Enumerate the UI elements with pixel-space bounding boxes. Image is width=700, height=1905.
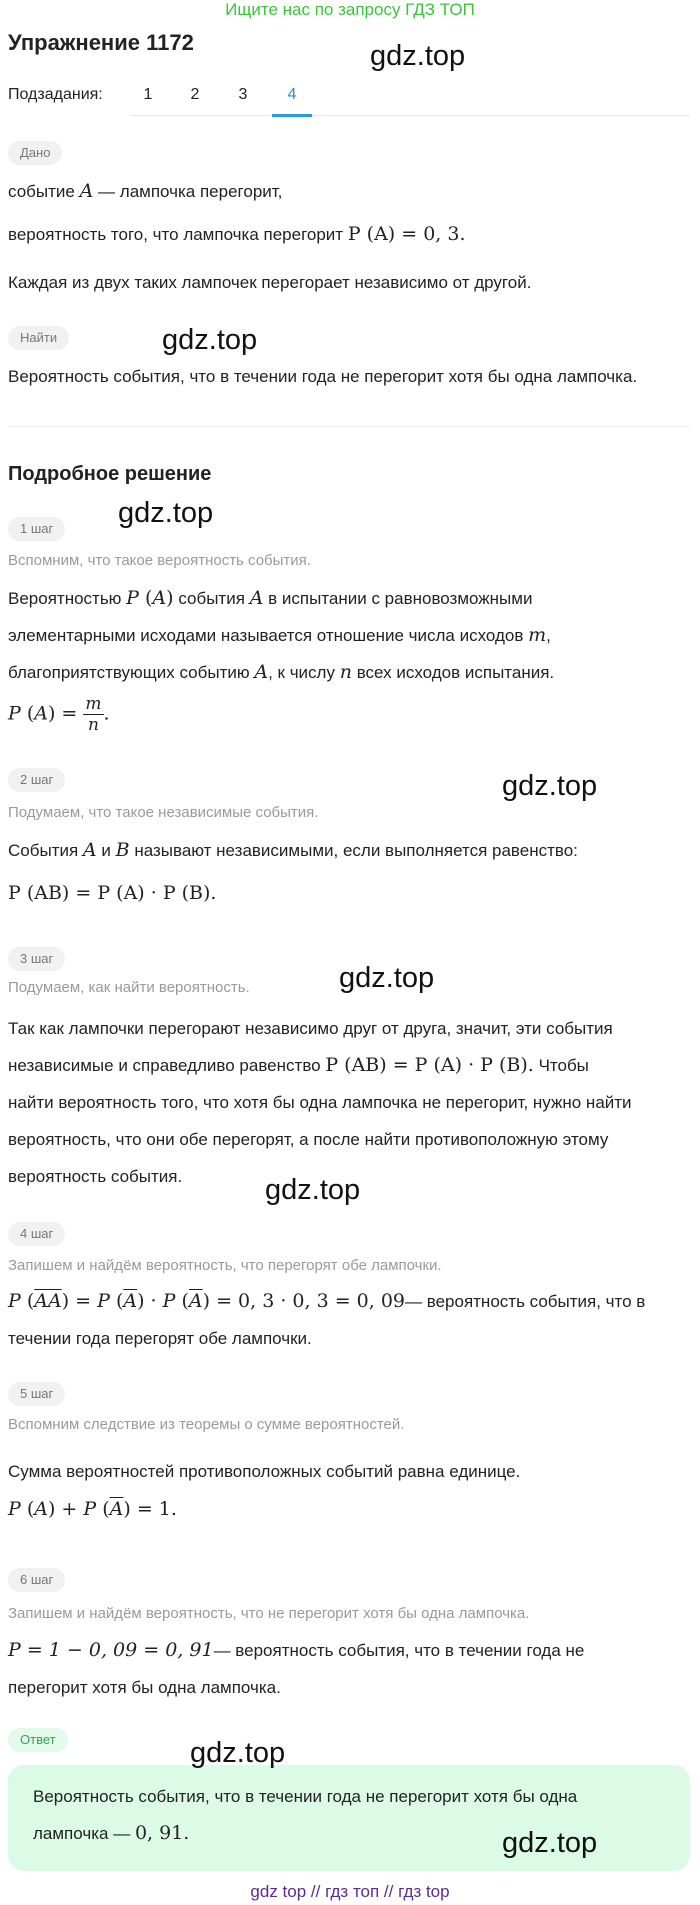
answer-value: 0, 91.: [134, 1822, 190, 1844]
tab-subtask-1[interactable]: 1: [143, 86, 153, 103]
step-text: Вероятностью P (A) события A в испытании с равновозможными элементарными исходами называется отношение числа исходов m, благоприятствующих событию A, к числу n всех исходов испытания.: [8, 587, 555, 683]
watermark: gdz.top: [502, 770, 598, 802]
math-formula: P = 1 − 0, 09 = 0, 91: [8, 1639, 214, 1661]
subtasks-label: Подзадания:: [8, 86, 103, 103]
step-badge: 1 шаг: [8, 517, 65, 541]
step-hint: Вспомним, что такое вероятность события.: [8, 552, 311, 569]
step-badge: 6 шаг: [8, 1568, 65, 1592]
given-badge: Дано: [8, 141, 62, 165]
math-var: A: [79, 180, 94, 202]
text: в испытании с равновозможными: [268, 589, 533, 608]
tabs-divider: [130, 115, 690, 116]
find-text: Вероятность события, что в течении года не перегорит хотя бы одна лампочка.: [8, 367, 638, 386]
text: вероятность, что они обе перегорят, а после найти противоположную этому: [8, 1130, 609, 1149]
text: элементарными исходами называется отношение числа исходов: [8, 626, 524, 645]
footer-links[interactable]: gdz top // гдз топ // гдз top: [250, 1882, 450, 1901]
text: События: [8, 841, 79, 860]
text: Чтобы: [538, 1056, 589, 1075]
text: — лампочка перегорит,: [98, 182, 283, 201]
math-formula: P (A) = 0, 3.: [347, 223, 466, 245]
step-text: P $(\overline{AA}) = P$ $(\overline{A}) \cdot P$ $(\overline{A}) = 0$, 3 · 0, 3 = 0, 09— вероятность события, что в течении года перегорят обе лампочки.: [8, 1290, 646, 1348]
text: течении года перегорят обе лампочки.: [8, 1329, 312, 1348]
text: перегорит хотя бы одна лампочка.: [8, 1678, 281, 1697]
page-title: Упражнение 1172: [8, 30, 194, 55]
math-formula: = 0, 3 · 0, 3 = 0, 09: [216, 1290, 406, 1312]
step-text: [8, 1010, 693, 1195]
given-line-1: [8, 173, 693, 210]
step-hint: Запишем и найдём вероятность, что не перегорит хотя бы одна лампочка.: [8, 1605, 530, 1622]
step-badge: 4 шаг: [8, 1222, 65, 1246]
text: , к числу: [268, 663, 335, 682]
text: называют независимыми, если выполняется равенство:: [134, 841, 578, 860]
text: вероятность события.: [8, 1167, 183, 1186]
find-badge: Найти: [8, 326, 69, 350]
text: всех исходов испытания.: [356, 663, 555, 682]
fraction-numerator: m: [85, 694, 102, 714]
watermark: gdz.top: [370, 40, 466, 72]
search-banner: Ищите нас по запросу ГДЗ ТОП: [225, 0, 475, 19]
step-formula: P (A) = $\frac{m}{n}$ .: [8, 694, 110, 735]
divider: [8, 426, 690, 427]
text: найти вероятность того, что хотя бы одна лампочка не перегорит, нужно найти: [8, 1093, 632, 1112]
fraction-denominator: n: [87, 715, 99, 735]
step-hint: Вспомним следствие из теоремы о сумме вероятностей.: [8, 1416, 405, 1433]
text: благоприятствующих событию: [8, 663, 250, 682]
given-line-2: [8, 216, 693, 253]
given-line-3: Каждая из двух таких лампочек перегорает независимо от другой.: [8, 273, 532, 292]
step-badge: 2 шаг: [8, 768, 65, 792]
text: — вероятность события, что в течении года не: [213, 1641, 585, 1660]
tab-subtask-3[interactable]: 3: [238, 86, 248, 103]
tab-subtask-2[interactable]: 2: [190, 86, 200, 103]
step-formula: P (A) + P $(\overline{A}) = 1$.: [8, 1498, 177, 1520]
text: Вероятностью: [8, 589, 122, 608]
text: независимые и справедливо равенство: [8, 1056, 321, 1075]
step-badge: 5 шаг: [8, 1382, 65, 1406]
answer-badge: Ответ: [8, 1728, 68, 1752]
solution-heading: Подробное решение: [8, 463, 212, 485]
text: событие: [8, 182, 75, 201]
step-text: Сумма вероятностей противоположных событий равна единице.: [8, 1462, 521, 1481]
watermark: gdz.top: [502, 1827, 598, 1859]
step-hint: Запишем и найдём вероятность, что перегорят обе лампочки.: [8, 1257, 442, 1274]
math-formula: P (AB) = P (A) · P (B).: [325, 1054, 534, 1076]
text: и: [101, 841, 111, 860]
text: лампочка —: [33, 1824, 131, 1843]
text: вероятность того, что лампочка перегорит: [8, 225, 344, 244]
step-hint: Подумаем, что такое независимые события.: [8, 804, 319, 821]
active-tab-indicator: [272, 114, 312, 117]
text: — вероятность события, что в: [405, 1292, 646, 1311]
step-text: [8, 1632, 693, 1706]
tab-subtask-4[interactable]: 4: [287, 86, 297, 103]
watermark: gdz.top: [162, 324, 258, 356]
watermark: gdz.top: [190, 1737, 286, 1769]
watermark: gdz.top: [265, 1174, 361, 1206]
text: Вероятность события, что в течении года не перегорит хотя бы одна: [33, 1787, 578, 1806]
step-text: События A и B называют независимыми, если выполняется равенство:: [8, 839, 578, 861]
step-badge: 3 шаг: [8, 947, 65, 971]
watermark: gdz.top: [339, 962, 435, 994]
text: Так как лампочки перегорают независимо друг от друга, значит, эти события: [8, 1019, 613, 1038]
step-formula: P (AB) = P (A) · P (B).: [8, 882, 217, 904]
step-hint: Подумаем, как найти вероятность.: [8, 979, 250, 996]
watermark: gdz.top: [118, 497, 214, 529]
text: события: [178, 589, 245, 608]
